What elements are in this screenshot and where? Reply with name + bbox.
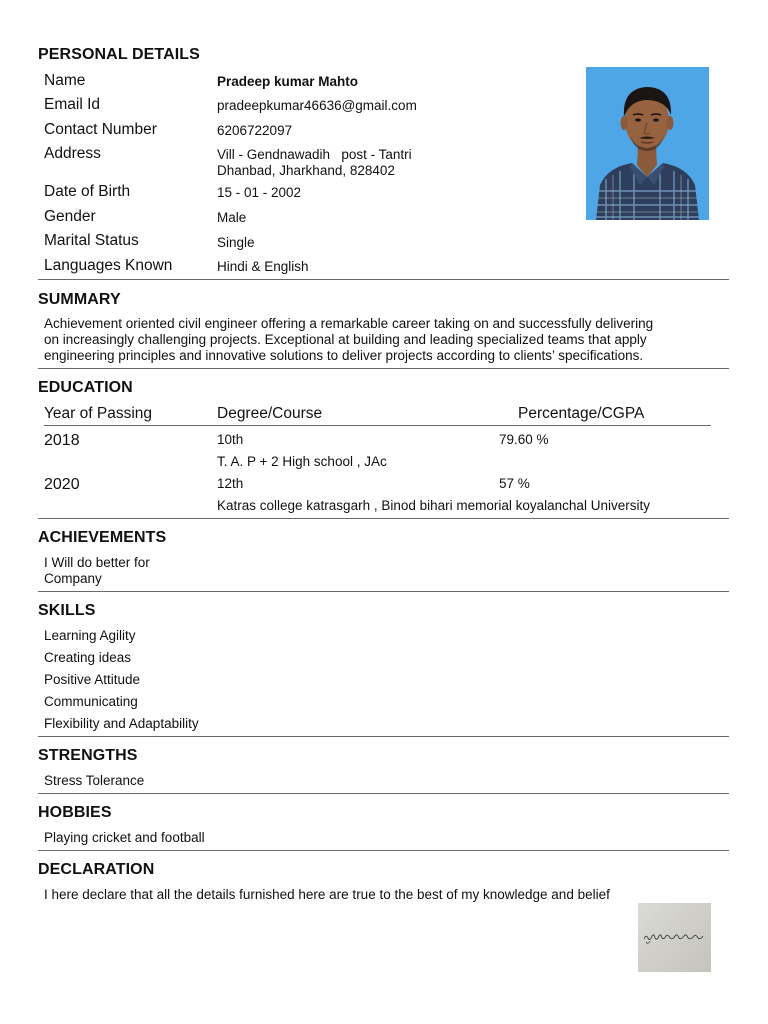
email-value: pradeepkumar46636@gmail.com	[217, 98, 417, 113]
education-degree: 10th	[217, 432, 244, 447]
education-percentage: 79.60 %	[499, 432, 549, 447]
divider	[38, 591, 729, 592]
profile-photo	[586, 67, 709, 220]
skill-item: Communicating	[44, 694, 138, 709]
signature-image	[638, 903, 711, 972]
marital-status-value: Single	[217, 235, 255, 250]
name-label: Name	[44, 72, 86, 89]
degree-column-header: Degree/Course	[217, 405, 323, 422]
education-degree: 12th	[217, 476, 244, 491]
education-institution: T. A. P + 2 High school , JAc	[217, 454, 387, 469]
dob-label: Date of Birth	[44, 183, 131, 200]
education-institution: Katras college katrasgarh , Binod bihari memorial koyalanchal University	[217, 498, 650, 513]
divider	[38, 368, 729, 369]
summary-line: Achievement oriented civil engineer offering a remarkable career taking on and successfully delivering	[44, 316, 654, 331]
contact-number-value: 6206722097	[217, 123, 293, 138]
declaration-text: I here declare that all the details furnished here are true to the best of my knowledge and belief	[44, 887, 610, 902]
strength-item: Stress Tolerance	[44, 773, 145, 788]
summary-heading: SUMMARY	[38, 291, 121, 308]
summary-line: on increasingly challenging projects. Exceptional at building and leading specialized teams that apply	[44, 332, 647, 347]
percentage-column-header: Percentage/CGPA	[518, 405, 645, 422]
skill-item: Positive Attitude	[44, 672, 141, 687]
dob-value: 15 - 01 - 2002	[217, 185, 302, 200]
hobby-item: Playing cricket and football	[44, 830, 205, 845]
skill-item: Creating ideas	[44, 650, 132, 665]
education-year: 2020	[44, 476, 80, 493]
address-line-2: Dhanbad, Jharkhand, 828402	[217, 163, 395, 178]
person-avatar-icon	[586, 67, 709, 220]
divider	[38, 279, 729, 280]
achievement-line: I Will do better for	[44, 555, 150, 570]
signature-icon	[638, 903, 711, 972]
hobbies-heading: HOBBIES	[38, 804, 112, 821]
divider	[38, 793, 729, 794]
skill-item: Flexibility and Adaptability	[44, 716, 199, 731]
divider	[38, 518, 729, 519]
declaration-heading: DECLARATION	[38, 861, 155, 878]
skill-item: Learning Agility	[44, 628, 136, 643]
education-year: 2018	[44, 432, 80, 449]
education-percentage: 57 %	[499, 476, 530, 491]
table-header-underline	[44, 425, 711, 426]
achievements-heading: ACHIEVEMENTS	[38, 529, 167, 546]
education-heading: EDUCATION	[38, 379, 133, 396]
languages-label: Languages Known	[44, 257, 173, 274]
marital-status-label: Marital Status	[44, 232, 139, 249]
contact-number-label: Contact Number	[44, 121, 157, 138]
strengths-heading: STRENGTHS	[38, 747, 138, 764]
achievement-line: Company	[44, 571, 102, 586]
year-column-header: Year of Passing	[44, 405, 153, 422]
email-label: Email Id	[44, 96, 100, 113]
personal-details-heading: PERSONAL DETAILS	[38, 46, 200, 63]
divider	[38, 850, 729, 851]
divider	[38, 736, 729, 737]
address-line-1: Vill - Gendnawadih post - Tantri	[217, 147, 412, 162]
summary-text	[44, 316, 714, 364]
skills-heading: SKILLS	[38, 602, 96, 619]
summary-line: engineering principles and innovative solutions to deliver projects according to clients’ specifications.	[44, 348, 644, 363]
gender-value: Male	[217, 210, 247, 225]
languages-value: Hindi & English	[217, 259, 309, 274]
name-value: Pradeep kumar Mahto	[217, 74, 359, 89]
address-label: Address	[44, 145, 101, 162]
gender-label: Gender	[44, 208, 96, 225]
